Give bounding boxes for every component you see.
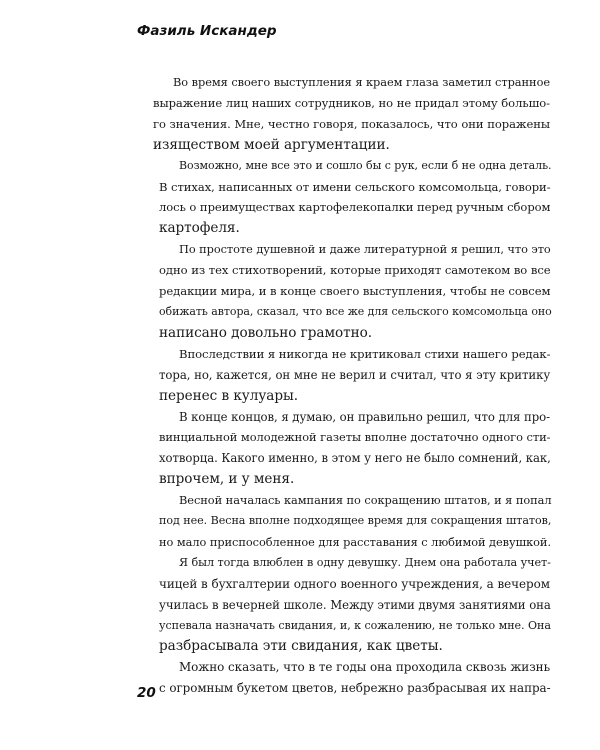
paragraph-6 (137, 490, 550, 553)
text-line: винциальной молодежной газеты вполне достаточно одного сти- (159, 430, 551, 445)
text-line: успевала назначать свидания, и, к сожалению, не только мне. Она (159, 618, 551, 632)
text-line: го значения. Мне, честно говоря, показалось, что они поражены (153, 116, 550, 131)
paragraph-1 (137, 72, 550, 156)
text-line: хотворца. Какого именно, в этом у него не было сомнений, как, (159, 451, 551, 466)
text-line: лось о преимуществах картофелекопалки перед ручным сбором (159, 200, 551, 215)
text-line: но мало приспособленное для расставания с любимой девушкой. (159, 534, 551, 549)
text-line: перенес в кулуары. (159, 387, 299, 404)
text-line: Во время своего выступления я краем глаза заметил странное (173, 75, 551, 89)
text-line: впрочем, и у меня. (159, 471, 295, 488)
text-line: изяществом моей аргументации. (153, 136, 390, 153)
paragraph-7 (137, 553, 550, 658)
text-line: одно из тех стихотворений, которые приходят самотеком во все (159, 263, 551, 278)
text-line: В стихах, написанных от имени сельского комсомольца, говори- (159, 179, 551, 194)
text-line: написано довольно грамотно. (159, 324, 372, 341)
text-line: под нее. Весна вполне подходящее время для сокращения штатов, (159, 514, 552, 528)
text-line: училась в вечерней школе. Между этими двумя занятиями она (159, 597, 551, 612)
text-line: Весной началась кампания по сокращению штатов, и я попал (179, 493, 552, 508)
body-text (137, 72, 550, 699)
running-header-author: Фазиль Искандер (137, 23, 277, 39)
text-line: чицей в бухгалтерии одного военного учреждения, а вечером (159, 576, 550, 591)
text-line: обижать автора, сказал, что все же для сельского комсомольца оно (159, 304, 552, 318)
text-line: В конце концов, я думаю, он правильно решил, что для про- (179, 409, 551, 424)
text-line: с огромным букетом цветов, небрежно разбрасывая их напра- (159, 681, 551, 696)
text-line: картофеля. (159, 220, 240, 237)
text-line: Я был тогда влюблен в одну девушку. Днем она работала учет- (179, 555, 551, 569)
page-number: 20 (137, 685, 156, 701)
text-line: По простоте душевной и даже литературной я решил, что это (179, 242, 551, 257)
text-line: редакции мира, и в конце своего выступления, чтобы не совсем (159, 284, 551, 299)
text-line: Можно сказать, что в те годы она проходила сквозь жизнь (179, 660, 551, 675)
text-line: Впоследствии я никогда не критиковал стихи нашего редак- (179, 346, 551, 361)
text-line: Возможно, мне все это и сошло бы с рук, если б не одна деталь. (179, 158, 552, 172)
paragraph-8 (137, 657, 550, 699)
paragraph-4 (137, 344, 550, 407)
text-line: выражение лиц наших сотрудников, но не придал этому большо- (153, 95, 550, 110)
paragraph-5 (137, 407, 550, 491)
text-line: разбрасывала эти свидания, как цветы. (159, 638, 443, 655)
paragraph-2 (137, 156, 550, 240)
paragraph-3 (137, 239, 550, 344)
text-line: тора, но, кажется, он мне не верил и считал, что я эту критику (159, 367, 551, 382)
